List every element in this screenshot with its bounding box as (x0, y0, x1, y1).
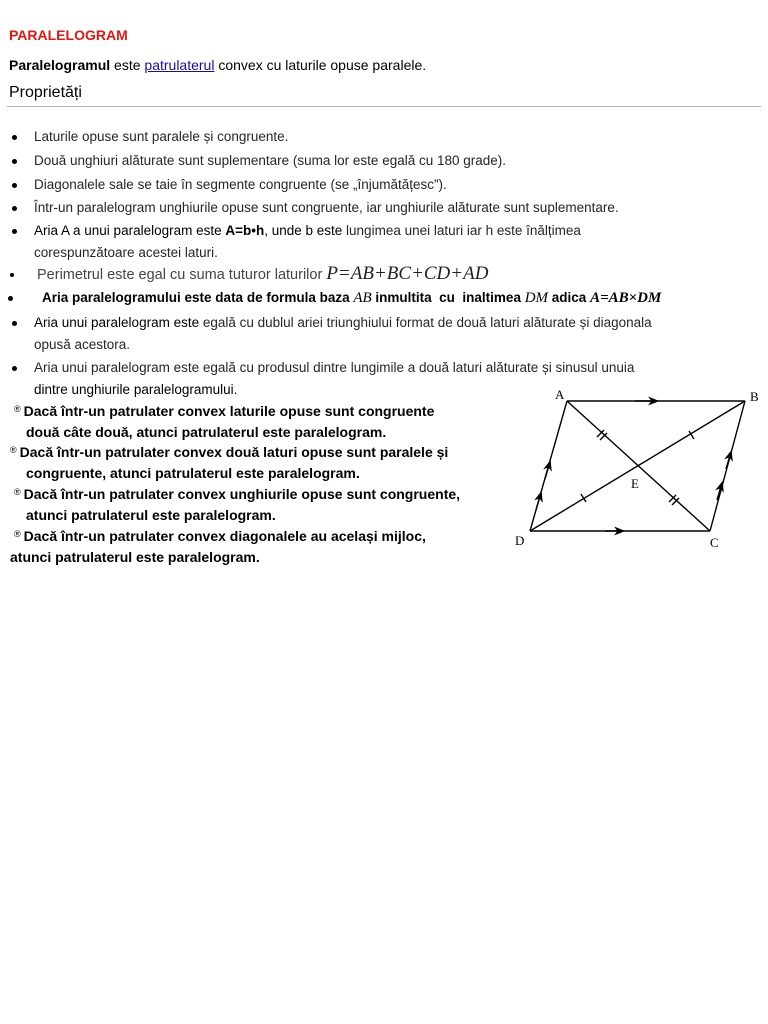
page-title: PARALELOGRAM (9, 27, 128, 43)
list-item-text: Laturile opuse sunt paralele și congruente. (34, 129, 289, 144)
bullet-icon (8, 296, 13, 301)
criterion-text: Dacă într-un patrulater convex diagonalele au același mijloc, (23, 528, 426, 544)
criterion-text: Dacă într-un patrulater convex unghiurile opuse sunt congruente, (23, 486, 461, 502)
list-item-text: Perimetrul este egal cu suma tuturor laturilor (37, 267, 327, 283)
list-item-text: lungimea unei laturi iar h este înălțimea (346, 223, 581, 238)
list-item-text: Într-un paralelogram unghiurile opuse sunt congruente, iar unghiurile alăturate sunt suplementare. (34, 200, 619, 215)
list-item (42, 287, 661, 310)
arrow-da-2 (536, 493, 541, 510)
list-item (34, 220, 734, 263)
bullet-icon (12, 229, 17, 234)
defined-term: Paralelogramul (9, 57, 111, 73)
list-item-text: adica (548, 290, 591, 305)
section-divider (7, 106, 761, 107)
patrulaterul-link[interactable]: patrulaterul (144, 57, 215, 73)
list-item (34, 197, 619, 219)
bullet-icon (12, 206, 17, 211)
list-item (34, 174, 447, 196)
registered-mark-icon: ® (10, 445, 17, 455)
list-item-text: Aria unui paralelogram este (34, 315, 203, 330)
list-item-text: dintre unghiurile paralelogramului. (34, 381, 238, 397)
bullet-icon (12, 366, 17, 371)
list-item-text: Aria A a unui paralelogram este (34, 223, 226, 238)
vertex-label-c: C (710, 535, 719, 550)
registered-mark-icon: ® (14, 487, 21, 497)
arrow-da-1 (545, 462, 550, 479)
criterion-text: congruente, atunci patrulaterul este paralelogram. (26, 464, 360, 481)
vertex-label-b: B (750, 389, 759, 404)
list-item-text: , unde b este (264, 223, 347, 238)
bullet-icon (10, 273, 14, 277)
criterion-2 (10, 440, 448, 483)
list-item (34, 150, 506, 172)
bullet-icon (12, 321, 17, 326)
definition-paragraph (9, 57, 426, 73)
arrow-cb-1 (726, 452, 731, 469)
criterion-text: atunci patrulaterul este paralelogram. (10, 548, 260, 565)
registered-mark-icon: ® (14, 404, 21, 414)
criterion-4 (10, 524, 426, 567)
criterion-text: două câte două, atunci patrulaterul este paralelogram. (26, 423, 387, 440)
criterion-text: atunci patrulaterul este paralelogram. (26, 506, 276, 523)
criterion-text: Dacă într-un patrulater convex laturile opuse sunt congruente (23, 403, 435, 419)
list-item-text: Aria unui paralelogram este egală cu produsul dintre lungimile a două laturi alăturate și sinusul unuia (34, 360, 635, 375)
definition-rest: convex cu laturile opuse paralele. (214, 57, 427, 73)
list-item-text: Diagonalele sale se taie în segmente congruente (se „înjumătățesc”). (34, 177, 447, 192)
area-formula: A=b•h (225, 223, 265, 238)
center-label-e: E (631, 476, 639, 491)
vertex-label-d: D (515, 533, 525, 548)
list-item-text: Două unghiuri alăturate sunt suplementare (suma lor este egală cu 180 grade). (34, 153, 507, 168)
bullet-icon (12, 135, 17, 140)
list-item (34, 312, 754, 355)
registered-mark-icon: ® (14, 529, 21, 539)
list-item-text: egală cu dublul ariei triunghiului format de două laturi alăturate și diagonala (202, 315, 652, 330)
bullet-icon (12, 159, 17, 164)
math-dm: DM (524, 290, 549, 306)
list-item-text: inmultita cu inaltimea (371, 290, 525, 305)
list-item-text: opusă acestora. (34, 336, 131, 352)
criterion-1 (14, 399, 434, 442)
bullet-icon (12, 183, 17, 188)
list-item-text: Aria paralelogramului este data de formula baza (42, 290, 354, 305)
parallelogram-figure (505, 380, 765, 555)
perimeter-formula: P=AB+BC+CD+AD (326, 263, 489, 284)
criterion-3 (14, 482, 460, 525)
list-item (34, 126, 288, 148)
math-ab: AB (353, 290, 372, 306)
criterion-text: Dacă într-un patrulater convex două laturi opuse sunt paralele și (19, 444, 449, 460)
vertex-label-a: A (555, 387, 565, 402)
list-item (37, 263, 488, 287)
diagonal-bd (530, 401, 745, 531)
definition-is: este (110, 57, 145, 73)
section-heading-properties: Proprietăți (9, 84, 82, 101)
list-item-text: corespunzătoare acestei laturi. (34, 244, 218, 260)
area-formula-ab-dm: A=AB×DM (590, 290, 662, 306)
